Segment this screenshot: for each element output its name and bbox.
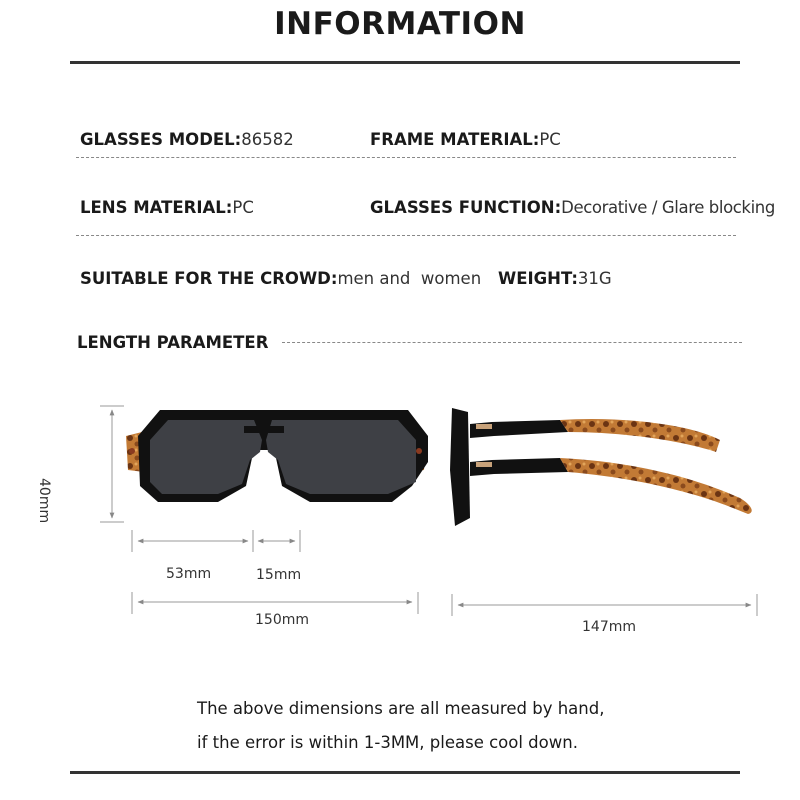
note-line-2: if the error is within 1-3MM, please cool down.: [197, 733, 578, 752]
spec-label: GLASSES FUNCTION:: [370, 198, 562, 217]
dim-total-width: [132, 592, 418, 614]
note-line-1: The above dimensions are all measured by hand,: [197, 699, 605, 718]
spec-value: PC: [232, 198, 254, 217]
spec-value: men and women: [337, 269, 482, 288]
spec-label: SUITABLE FOR THE CROWD:: [80, 269, 338, 288]
heading-text: LENGTH PARAMETER: [77, 333, 269, 352]
front-frame: [129, 410, 428, 502]
spec-label: FRAME MATERIAL:: [370, 130, 540, 149]
spec-value: Decorative / Glare blocking: [561, 198, 775, 217]
spec-value: PC: [539, 130, 561, 149]
dim-lens-bridge: [132, 530, 300, 552]
page-title: INFORMATION: [274, 6, 526, 42]
spec-label: GLASSES MODEL:: [80, 130, 242, 149]
height-label: 40mm: [36, 478, 52, 524]
spec-label: WEIGHT:: [498, 269, 578, 288]
bottom-divider: [70, 771, 740, 774]
side-view: [450, 408, 752, 526]
spec-value: 31G: [577, 269, 612, 288]
dim-height: [100, 406, 124, 522]
lens-width-label: 53mm: [166, 566, 212, 582]
dim-temple-length: [452, 594, 757, 616]
spec-label: LENS MATERIAL:: [80, 198, 233, 217]
temple-length-label: 147mm: [582, 619, 636, 635]
total-width-label: 150mm: [255, 612, 309, 628]
spec-value: 86582: [241, 130, 294, 149]
bridge-width-label: 15mm: [256, 567, 302, 583]
